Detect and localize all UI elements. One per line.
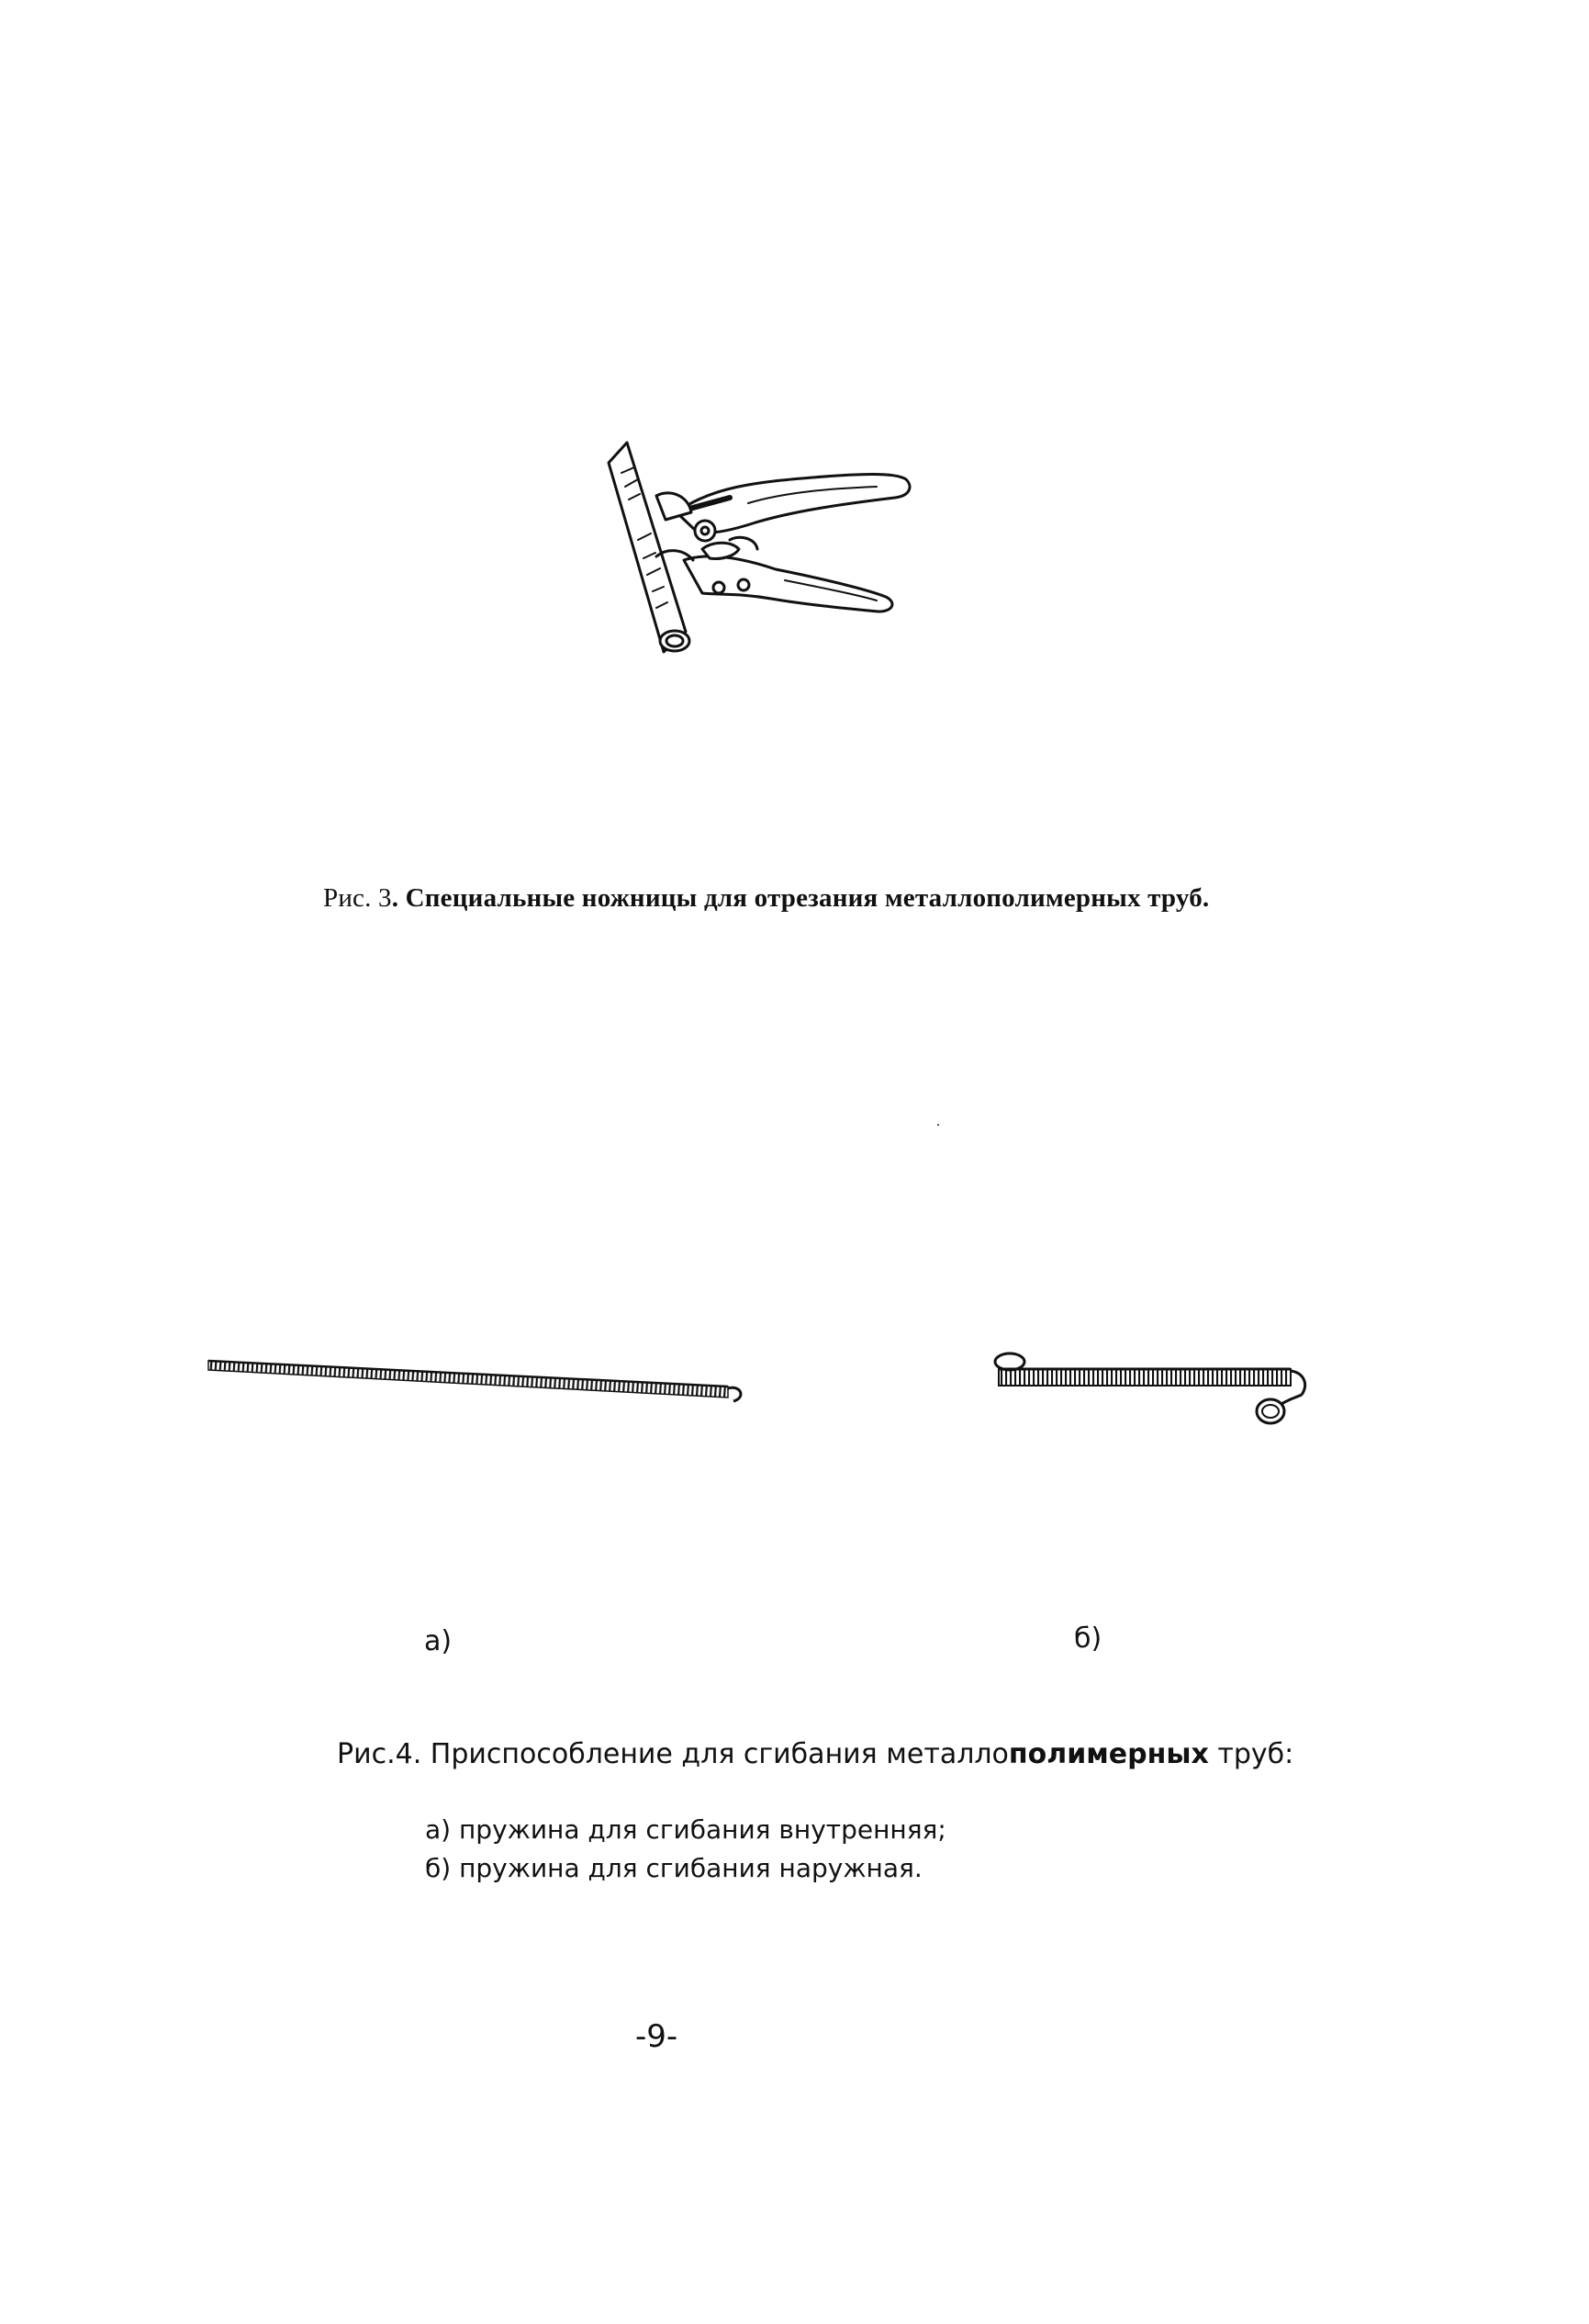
external-bending-spring-illustration bbox=[991, 1345, 1317, 1432]
figure-4a-label: а) bbox=[424, 1625, 453, 1657]
legend-item-external: б) пружина для сгибания наружная. bbox=[425, 1853, 923, 1883]
figure-4-caption-tail: труб: bbox=[1208, 1738, 1294, 1770]
figure-4b-label: б) bbox=[1074, 1622, 1102, 1655]
figure-3-caption-lead: Рис. 3 bbox=[323, 883, 392, 913]
internal-bending-spring-illustration bbox=[207, 1352, 757, 1416]
legend-item-internal: а) пружина для сгибания внутренняя; bbox=[425, 1814, 946, 1845]
page-number: -9- bbox=[635, 2018, 678, 2055]
figure-4-caption bbox=[337, 1738, 1293, 1770]
scan-speck bbox=[937, 1124, 939, 1126]
pipe-shears-illustration bbox=[601, 432, 923, 675]
figure-4-caption-lead: Рис.4. Приспособление для сгибания металло bbox=[337, 1738, 1009, 1770]
figure-4-caption-bold: полимерных bbox=[1008, 1738, 1209, 1770]
figure-4-legend bbox=[425, 1811, 946, 1888]
figure-3-caption-text: . Специальные ножницы для отрезания металлополимерных труб. bbox=[391, 883, 1210, 913]
figure-3-caption bbox=[323, 883, 1209, 914]
